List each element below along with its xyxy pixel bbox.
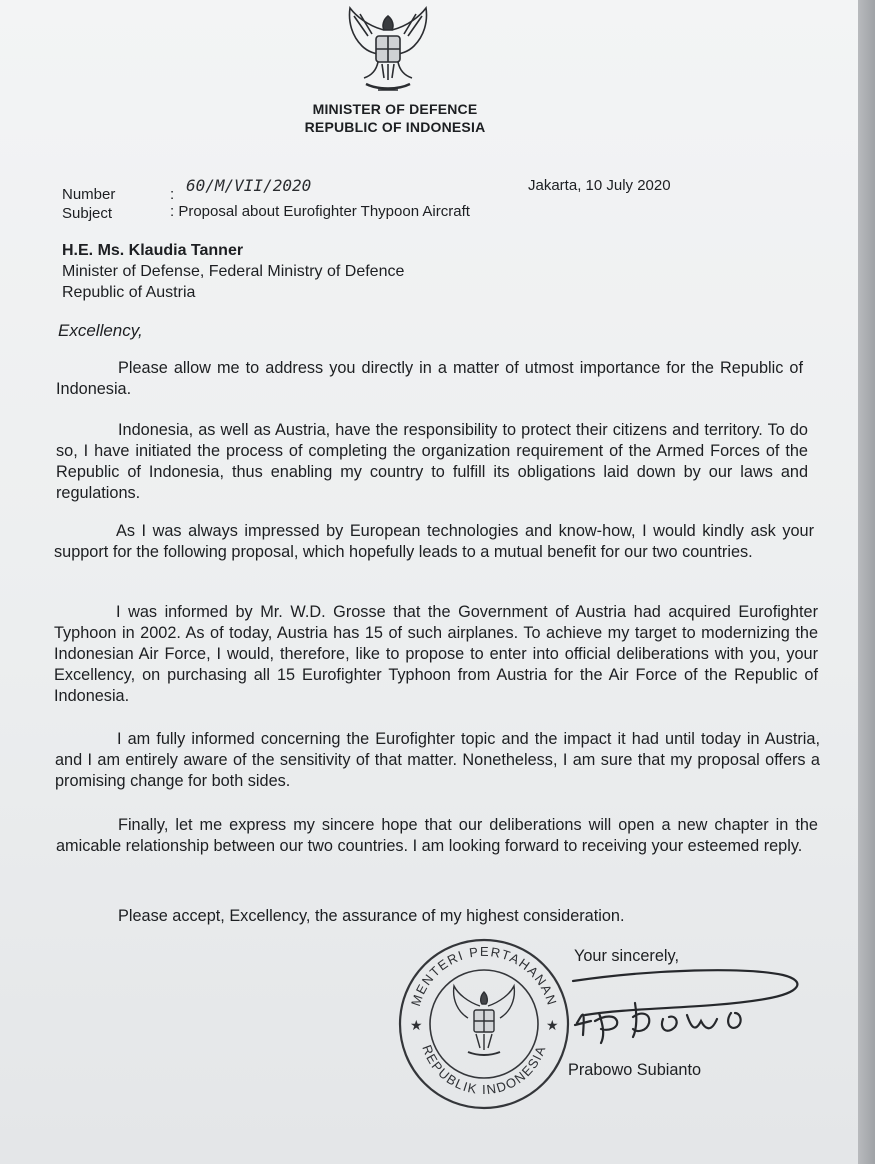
letterhead: [250, 100, 540, 136]
garuda-emblem-icon: [338, 6, 438, 98]
number-label: Number: [62, 186, 116, 203]
addressee-block: [62, 240, 582, 303]
paragraph-4: I was informed by Mr. W.D. Grosse that the Government of Austria had acquired Eurofighter Typhoon in 2002. As of today, Austria has 15 of such airplanes. To achieve my target to modernizing the Indonesian Air Force, I would, therefore, like to propose to enter into official deliberations with you, your Excellency, on purchasing all 15 Eurofighter Typhoon from Austria for the Air Force of the Republic of Indonesia.: [54, 603, 818, 705]
paragraph-3: As I was always impressed by European technologies and know-how, I would kindly ask your support for the following proposal, which hopefully leads to a mutual benefit for our two countries.: [54, 522, 814, 561]
valediction: Your sincerely,: [574, 947, 679, 965]
subject-value: : Proposal about Eurofighter Thypoon Aircraft: [170, 203, 470, 220]
svg-text:★: ★: [546, 1018, 559, 1034]
addressee-title: Minister of Defense, Federal Ministry of Defence: [62, 263, 405, 280]
number-colon: :: [170, 186, 175, 203]
subject-label: Subject: [62, 205, 113, 222]
place-date: Jakarta, 10 July 2020: [528, 177, 671, 194]
seal-bottom-text: REPUBLIK INDONESIA: [419, 1042, 549, 1098]
seal-top-text: MENTERI PERTAHANAN: [408, 943, 560, 1008]
paragraph-6: Finally, let me express my sincere hope that our deliberations will open a new chapter in the amicable relationship between our two countries. I am looking forward to receiving your esteemed reply.: [56, 816, 818, 855]
number-value: 60/M/VII/2020: [186, 176, 312, 195]
paragraph-2: Indonesia, as well as Austria, have the responsibility to protect their citizens and territory. To do so, I have initiated the process of completing the organization requirement of the Armed Forces of the Republic of Indonesia, thus enabling my country to fulfill its obligations laid down by our laws and regulations.: [56, 421, 808, 502]
background-edge: [858, 0, 875, 1164]
salutation: Excellency,: [58, 321, 143, 340]
paragraph-1: Please allow me to address you directly in a matter of utmost importance for the Republic of Indonesia.: [56, 359, 803, 398]
addressee-country: Republic of Austria: [62, 284, 196, 301]
paragraph-5: I am fully informed concerning the Eurofighter topic and the impact it had until today in Austria, and I am entirely aware of the sensitivity of that matter. Nonetheless, I am sure that my proposal offers a promising change for both sides.: [55, 730, 820, 790]
addressee-name: H.E. Ms. Klaudia Tanner: [62, 242, 244, 259]
letterhead-line-2: REPUBLIC OF INDONESIA: [304, 119, 486, 135]
handwritten-signature: [545, 955, 825, 1065]
signatory-name: Prabowo Subianto: [568, 1061, 702, 1079]
letterhead-line-1: MINISTER OF DEFENCE: [312, 101, 478, 117]
svg-text:★: ★: [410, 1018, 423, 1034]
closing-line: Please accept, Excellency, the assurance of my highest consideration.: [118, 907, 625, 925]
